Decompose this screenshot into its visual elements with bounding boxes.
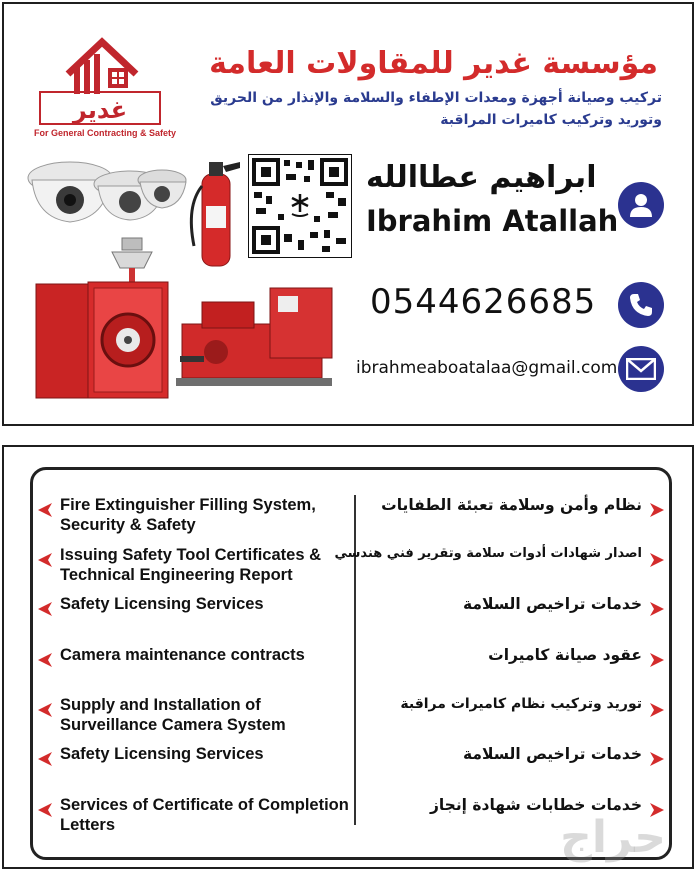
arrow-right-icon xyxy=(650,703,664,717)
arrow-left-icon xyxy=(38,653,52,667)
user-icon xyxy=(618,182,664,228)
service-row xyxy=(30,745,672,794)
service-en: Camera maintenance contracts xyxy=(60,646,305,664)
service-ar: نظام وأمن وسلامة تعبئة الطفايات xyxy=(381,496,642,514)
cctv-camera-icon xyxy=(28,162,186,222)
email-address[interactable]: ibrahmeaboatalaa@gmail.com xyxy=(356,358,618,378)
service-en: Fire Extinguisher Filling System, Security & Safety xyxy=(60,496,316,534)
business-card-front xyxy=(2,2,694,426)
arrow-right-icon xyxy=(650,553,664,567)
service-ar: اصدار شهادات أدوات سلامة وتقرير فني هندسي xyxy=(334,546,642,561)
qr-code xyxy=(248,154,352,258)
company-logo xyxy=(30,30,170,140)
arrow-right-icon xyxy=(650,653,664,667)
arrow-right-icon xyxy=(650,602,664,616)
phone-number[interactable]: 0544626685 xyxy=(370,282,597,322)
fire-pump-icon xyxy=(176,288,332,386)
service-ar: خدمات خطابات شهادة إنجاز xyxy=(429,796,642,814)
arrow-left-icon xyxy=(38,752,52,766)
service-ar: توريد وتركيب نظام كاميرات مراقبة xyxy=(400,696,642,712)
company-name: مؤسسة غدير للمقاولات العامة xyxy=(209,46,658,81)
person-name-english: Ibrahim Atallah xyxy=(366,204,619,238)
hose-reel-cabinet-icon xyxy=(36,282,168,398)
service-ar: عقود صيانة كاميرات xyxy=(488,646,642,664)
phone-icon xyxy=(618,282,664,328)
service-en: Issuing Safety Tool Certificates & Technical Engineering Report xyxy=(60,546,322,584)
logo-text: غدير xyxy=(72,96,128,124)
logo-caption: For General Contracting & Safety xyxy=(34,128,177,138)
tagline-2: وتوريد وتركيب كاميرات المراقبة xyxy=(440,112,662,128)
business-card-back xyxy=(2,445,694,869)
arrow-right-icon xyxy=(650,752,664,766)
service-en: Safety Licensing Services xyxy=(60,745,264,763)
service-en: Supply and Installation of Surveillance Camera System xyxy=(60,696,286,734)
mail-icon xyxy=(618,346,664,392)
service-ar: خدمات تراخيص السلامة xyxy=(463,595,642,613)
service-row xyxy=(30,546,672,595)
service-row xyxy=(30,646,672,695)
arrow-left-icon xyxy=(38,703,52,717)
tagline-1: تركيب وصيانة أجهزة ومعدات الإطفاء والسلامة والإنذار من الحريق xyxy=(210,90,662,106)
arrow-left-icon xyxy=(38,602,52,616)
watermark: حراج xyxy=(560,812,666,863)
arrow-left-icon xyxy=(38,553,52,567)
service-en: Services of Certificate of Completion Letters xyxy=(60,796,349,834)
service-row xyxy=(30,496,672,545)
service-en: Safety Licensing Services xyxy=(60,595,264,613)
fire-extinguisher-icon xyxy=(191,162,240,266)
service-row xyxy=(30,595,672,644)
arrow-right-icon xyxy=(650,503,664,517)
service-ar: خدمات تراخيص السلامة xyxy=(463,745,642,763)
arrow-left-icon xyxy=(38,803,52,817)
service-row xyxy=(30,696,672,745)
arrow-left-icon xyxy=(38,503,52,517)
person-name-arabic: ابراهيم عطاالله xyxy=(366,160,597,195)
